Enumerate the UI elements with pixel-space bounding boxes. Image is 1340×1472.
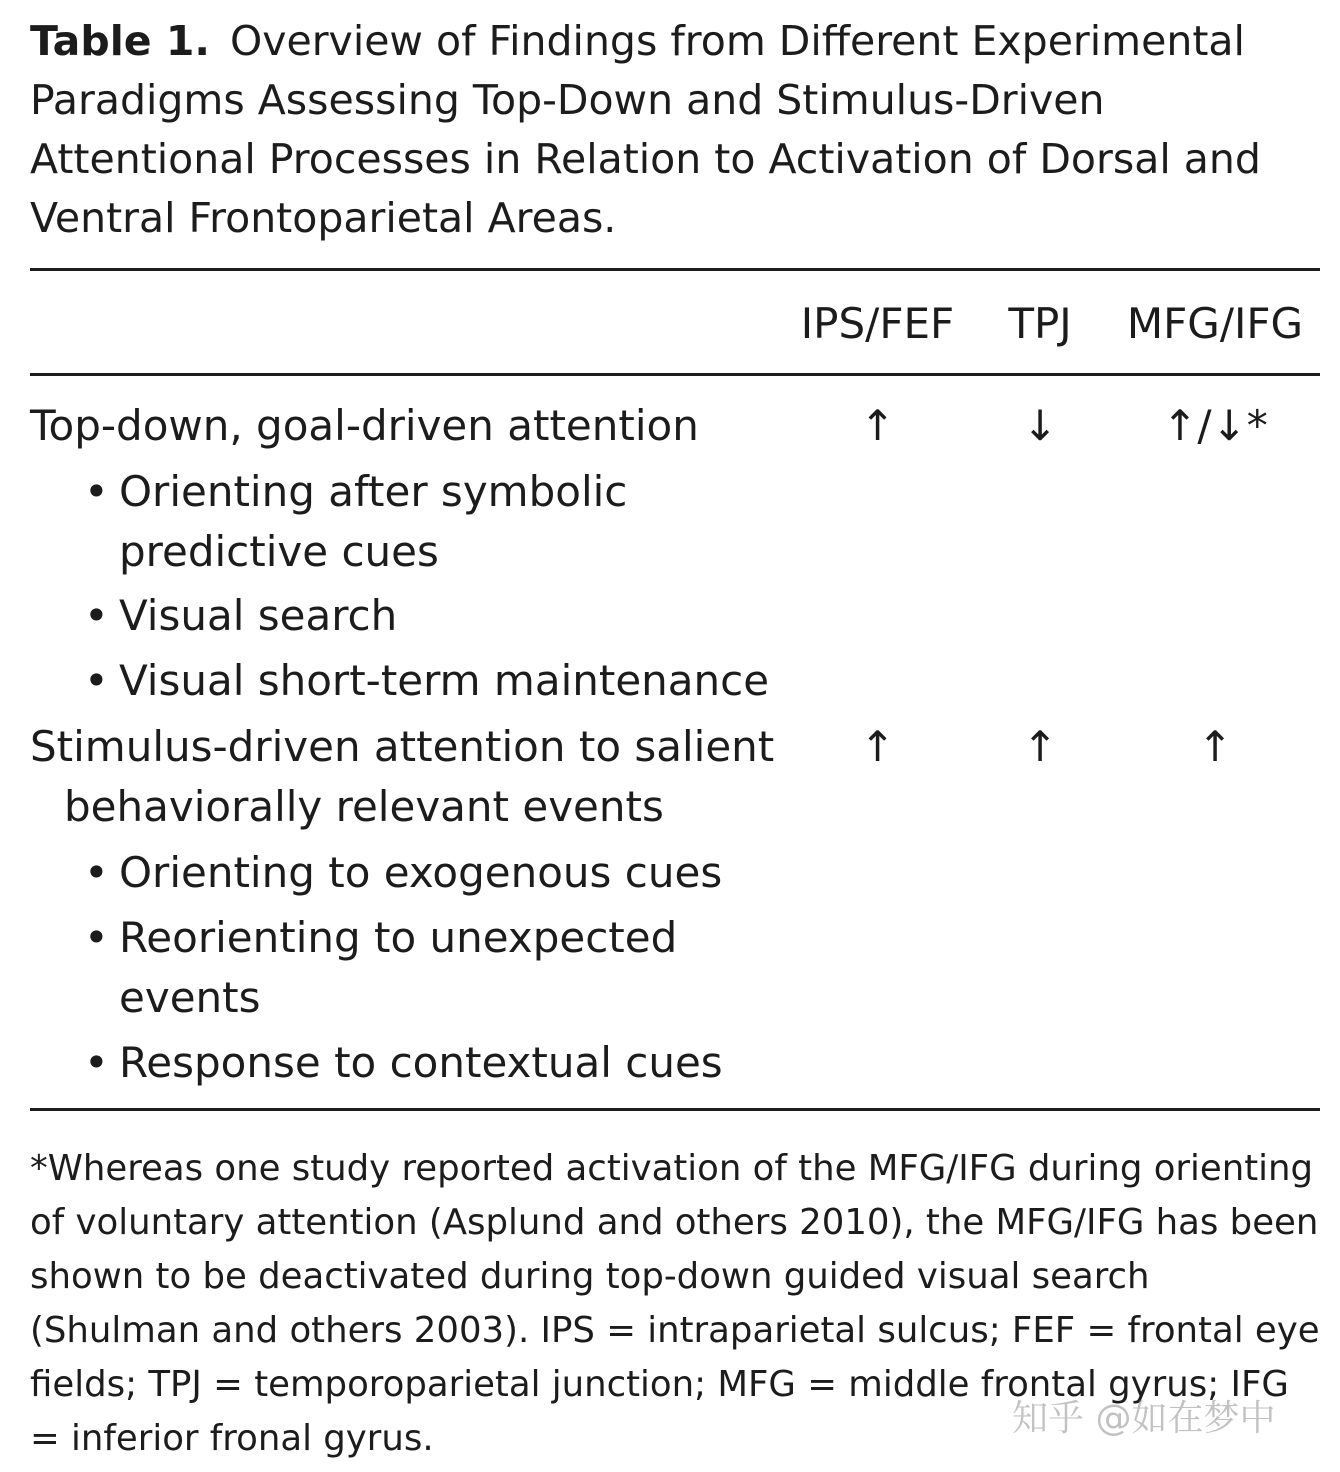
cell-top-down-ips-fef: ↑ [859,401,896,450]
table-caption [30,12,1320,248]
cell-stimulus-ips-fef: ↑ [859,722,896,771]
table-footnote: *Whereas one study reported activation of the MFG/IFG during orienting of voluntary attention (Asplund and others 2010), the MFG/IFG has been shown to be deactivated during top-down guided visual search (Shulman and others 2003). IPS = intraparietal sulcus; FEF = frontal eye fields; TPJ = temporoparietal junction; MFG = middle frontal gyrus; IFG = inferior fronal gyrus. [30,1148,1320,1459]
list-item-text: Response to contextual cues [119,1038,723,1087]
bullet-glyph: • [84,656,109,705]
list-item [84,651,784,711]
table-label: Table 1. [30,17,210,65]
list-item [84,462,784,582]
watermark: 知乎 @如在梦中 [1012,1398,1276,1439]
row-title-top-down: Top-down, goal-driven attention [30,401,699,450]
list-item-text: Visual search [119,591,398,640]
cell-top-down-mfg-ifg: ↑/↓* [1162,401,1268,450]
cell-stimulus-tpj: ↑ [1022,722,1058,771]
row-title-stimulus-driven [30,717,790,837]
list-item-text: Reorienting to unexpected events [119,913,678,1022]
list-item-text: Orienting to exogenous cues [119,848,723,897]
list-item [84,843,784,903]
bullet-glyph: • [84,848,109,897]
header-tpj: TPJ [1008,299,1072,348]
top-rule [30,268,1320,271]
table-caption-text: Overview of Findings from Different Experimental Paradigms Assessing Top-Down and Stimulus-Driven Attentional Processes in Relation to Activation of Dorsal and Ventral Frontoparietal Areas. [30,17,1261,242]
header-rule [30,373,1320,376]
header-mfg-ifg: MFG/IFG [1126,299,1304,348]
header-ips-fef: IPS/FEF [800,299,955,348]
bullet-glyph: • [84,913,109,962]
list-item [84,586,784,646]
list-item-text: Orienting after symbolic predictive cues [119,467,628,576]
list-item-text: Visual short-term maintenance [119,656,770,705]
list-item [84,1033,784,1093]
bottom-rule [30,1108,1320,1111]
bullet-glyph: • [84,1038,109,1087]
row-title-text: Stimulus-driven attention to salient behaviorally relevant events [30,722,775,831]
list-item [84,908,784,1028]
cell-top-down-tpj: ↓ [1022,401,1058,450]
cell-stimulus-mfg-ifg: ↑ [1197,722,1233,771]
bullet-glyph: • [84,467,109,516]
bullet-glyph: • [84,591,109,640]
